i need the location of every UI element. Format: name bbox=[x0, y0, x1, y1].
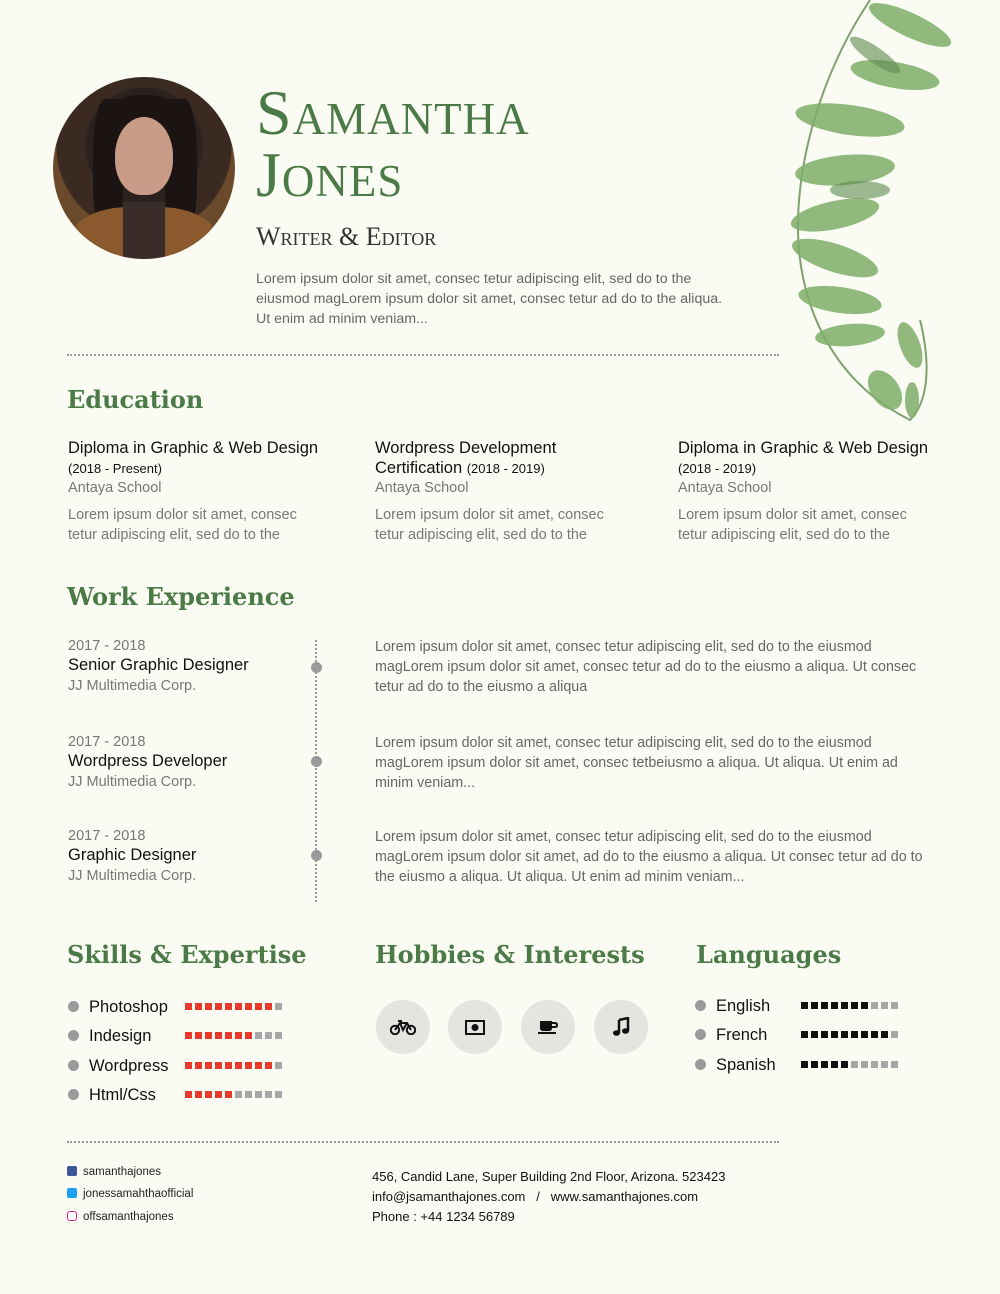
hobbies-title: Hobbies & Interests bbox=[375, 940, 645, 969]
level-square-empty bbox=[265, 1032, 272, 1039]
timeline-dot bbox=[311, 662, 322, 673]
separator: / bbox=[536, 1189, 540, 1204]
level-square-empty bbox=[275, 1032, 282, 1039]
skills-title: Skills & Expertise bbox=[67, 940, 307, 969]
job-years: 2017 - 2018 bbox=[68, 828, 146, 844]
bicycle-icon bbox=[376, 1000, 430, 1054]
skill-name: Indesign bbox=[89, 1027, 152, 1045]
skill-row bbox=[68, 1027, 308, 1047]
contact-info bbox=[372, 1167, 725, 1227]
phone: Phone : +44 1234 56789 bbox=[372, 1209, 515, 1224]
level-square-filled bbox=[245, 1062, 252, 1069]
job-item bbox=[68, 638, 308, 694]
language-name: French bbox=[716, 1026, 768, 1044]
skill-level-bar bbox=[185, 1091, 282, 1098]
full-name bbox=[256, 77, 530, 210]
level-square-filled bbox=[195, 1003, 202, 1010]
education-item bbox=[375, 438, 625, 545]
level-square-empty bbox=[881, 1002, 888, 1009]
language-name: Spanish bbox=[716, 1056, 776, 1074]
last-name: Jones bbox=[256, 139, 404, 210]
level-square-filled bbox=[225, 1062, 232, 1069]
level-square-filled bbox=[821, 1002, 828, 1009]
profile-photo bbox=[53, 77, 235, 259]
work-title: Work Experience bbox=[67, 582, 295, 611]
facebook-icon bbox=[67, 1166, 77, 1176]
email-link[interactable]: info@jsamanthajones.com bbox=[372, 1189, 526, 1204]
bullet-dot bbox=[68, 1030, 79, 1041]
job-company: JJ Multimedia Corp. bbox=[68, 678, 197, 694]
education-desc: Lorem ipsum dolor sit amet, consec tetur adipiscing elit, sed do to the bbox=[375, 507, 604, 543]
level-square-filled bbox=[235, 1003, 242, 1010]
education-desc: Lorem ipsum dolor sit amet, consec tetur adipiscing elit, sed do to the bbox=[68, 507, 297, 543]
bullet-dot bbox=[68, 1060, 79, 1071]
level-square-filled bbox=[195, 1062, 202, 1069]
level-square-filled bbox=[185, 1003, 192, 1010]
camera-icon bbox=[448, 1000, 502, 1054]
level-square-filled bbox=[851, 1031, 858, 1038]
job-desc: Lorem ipsum dolor sit amet, consec tetur adipiscing elit, sed do to the eiusmod magLorem ipsum dolor sit amet, consec tetur ad do to the eiusmo a aliqua. Ut consec tetur ad do to the eiusmo a aliqua bbox=[375, 639, 917, 695]
social-links bbox=[67, 1166, 193, 1233]
job-company: JJ Multimedia Corp. bbox=[68, 868, 197, 884]
level-square-empty bbox=[275, 1003, 282, 1010]
level-square-filled bbox=[225, 1091, 232, 1098]
language-level-bar bbox=[801, 1002, 898, 1009]
languages-title: Languages bbox=[696, 940, 842, 969]
level-square-filled bbox=[265, 1062, 272, 1069]
education-item bbox=[68, 438, 328, 545]
level-square-filled bbox=[245, 1032, 252, 1039]
level-square-filled bbox=[195, 1091, 202, 1098]
level-square-filled bbox=[861, 1031, 868, 1038]
level-square-filled bbox=[831, 1002, 838, 1009]
social-instagram[interactable]: offsamanthajones bbox=[67, 1211, 193, 1233]
level-square-filled bbox=[811, 1002, 818, 1009]
level-square-filled bbox=[225, 1032, 232, 1039]
bullet-dot bbox=[68, 1089, 79, 1100]
job-title: Graphic Designer bbox=[68, 846, 197, 864]
level-square-filled bbox=[185, 1062, 192, 1069]
level-square-empty bbox=[255, 1032, 262, 1039]
music-note-icon bbox=[594, 1000, 648, 1054]
job-title: Wordpress Developer bbox=[68, 752, 228, 770]
education-school: Antaya School bbox=[678, 480, 772, 496]
level-square-filled bbox=[185, 1032, 192, 1039]
job-company: JJ Multimedia Corp. bbox=[68, 774, 197, 790]
level-square-filled bbox=[215, 1091, 222, 1098]
level-square-filled bbox=[841, 1031, 848, 1038]
education-title: Education bbox=[67, 385, 204, 414]
level-square-filled bbox=[205, 1003, 212, 1010]
bullet-dot bbox=[695, 1029, 706, 1040]
coffee-cup-icon bbox=[521, 1000, 575, 1054]
level-square-empty bbox=[235, 1091, 242, 1098]
level-square-filled bbox=[215, 1062, 222, 1069]
level-square-empty bbox=[851, 1061, 858, 1068]
level-square-filled bbox=[245, 1003, 252, 1010]
job-item bbox=[68, 828, 308, 884]
skill-row bbox=[68, 998, 308, 1018]
address: 456, Candid Lane, Super Building 2nd Floor, Arizona. 523423 bbox=[372, 1169, 726, 1184]
timeline-dot bbox=[311, 756, 322, 767]
level-square-filled bbox=[801, 1061, 808, 1068]
level-square-filled bbox=[801, 1002, 808, 1009]
job-title: Senior Graphic Designer bbox=[68, 656, 249, 674]
education-degree: Wordpress Development Certification (2018 - 2019) bbox=[375, 439, 557, 477]
skill-level-bar bbox=[185, 1003, 282, 1010]
level-square-filled bbox=[215, 1032, 222, 1039]
skill-name: Wordpress bbox=[89, 1057, 169, 1075]
level-square-filled bbox=[881, 1031, 888, 1038]
level-square-filled bbox=[205, 1091, 212, 1098]
language-level-bar bbox=[801, 1061, 898, 1068]
twitter-icon bbox=[67, 1188, 77, 1198]
skill-name: Html/Css bbox=[89, 1086, 156, 1104]
level-square-filled bbox=[225, 1003, 232, 1010]
language-level-bar bbox=[801, 1031, 898, 1038]
bullet-dot bbox=[68, 1001, 79, 1012]
level-square-empty bbox=[891, 1002, 898, 1009]
bullet-dot bbox=[695, 1059, 706, 1070]
timeline-line bbox=[315, 640, 317, 902]
job-desc: Lorem ipsum dolor sit amet, consec tetur adipiscing elit, sed do to the eiusmod magLorem ipsum dolor sit amet, ad do to the eiusmo a aliqua. Ut consec tetur ad do to the eiusmo a aliqua. Ut aliqua. Ut enim ad minim veniam... bbox=[375, 829, 923, 885]
level-square-filled bbox=[205, 1032, 212, 1039]
language-row bbox=[695, 1026, 935, 1046]
level-square-filled bbox=[831, 1061, 838, 1068]
level-square-filled bbox=[255, 1062, 262, 1069]
skill-name: Photoshop bbox=[89, 998, 168, 1016]
language-row bbox=[695, 997, 935, 1017]
level-square-filled bbox=[235, 1032, 242, 1039]
divider-top bbox=[67, 354, 779, 356]
level-square-filled bbox=[235, 1062, 242, 1069]
timeline-dot bbox=[311, 850, 322, 861]
level-square-filled bbox=[821, 1061, 828, 1068]
level-square-empty bbox=[891, 1031, 898, 1038]
level-square-filled bbox=[831, 1031, 838, 1038]
education-school: Antaya School bbox=[68, 480, 162, 496]
skill-level-bar bbox=[185, 1032, 282, 1039]
level-square-filled bbox=[871, 1031, 878, 1038]
skill-row bbox=[68, 1086, 308, 1106]
level-square-filled bbox=[811, 1031, 818, 1038]
email-website-line bbox=[372, 1187, 725, 1207]
language-row bbox=[695, 1056, 935, 1076]
level-square-filled bbox=[861, 1002, 868, 1009]
level-square-filled bbox=[841, 1002, 848, 1009]
level-square-empty bbox=[265, 1091, 272, 1098]
education-desc: Lorem ipsum dolor sit amet, consec tetur adipiscing elit, sed do to the bbox=[678, 507, 907, 543]
job-desc: Lorem ipsum dolor sit amet, consec tetur adipiscing elit, sed do to the eiusmod magLorem ipsum dolor sit amet, consec tetbeiusmo a aliqua. Ut aliqua. Ut enim ad minim veniam... bbox=[375, 735, 898, 791]
level-square-empty bbox=[275, 1062, 282, 1069]
level-square-filled bbox=[821, 1031, 828, 1038]
level-square-filled bbox=[811, 1061, 818, 1068]
language-name: English bbox=[716, 997, 771, 1015]
intro-text: Lorem ipsum dolor sit amet, consec tetur adipiscing elit, sed do to the eiusmod magLorem ipsum dolor sit amet, consec tetur ad do to the aliqua. Ut enim ad minim veniam... bbox=[256, 271, 723, 327]
skill-row bbox=[68, 1057, 308, 1077]
social-facebook[interactable]: samanthajones bbox=[67, 1166, 193, 1188]
skill-level-bar bbox=[185, 1062, 282, 1069]
level-square-filled bbox=[195, 1032, 202, 1039]
job-years: 2017 - 2018 bbox=[68, 638, 146, 654]
instagram-icon bbox=[67, 1211, 77, 1221]
bullet-dot bbox=[695, 1000, 706, 1011]
education-item bbox=[678, 438, 938, 545]
level-square-empty bbox=[881, 1061, 888, 1068]
level-square-empty bbox=[255, 1091, 262, 1098]
level-square-empty bbox=[871, 1061, 878, 1068]
level-square-filled bbox=[215, 1003, 222, 1010]
education-degree: Diploma in Graphic & Web Design (2018 - Present) bbox=[68, 439, 319, 476]
level-square-filled bbox=[851, 1002, 858, 1009]
level-square-filled bbox=[205, 1062, 212, 1069]
level-square-empty bbox=[245, 1091, 252, 1098]
level-square-filled bbox=[801, 1031, 808, 1038]
divider-bottom bbox=[67, 1141, 779, 1143]
education-degree: Diploma in Graphic & Web Design (2018 - 2019) bbox=[678, 439, 929, 476]
level-square-empty bbox=[861, 1061, 868, 1068]
job-years: 2017 - 2018 bbox=[68, 734, 146, 750]
level-square-empty bbox=[275, 1091, 282, 1098]
leaf-branch-illustration bbox=[790, 0, 960, 425]
website-link[interactable]: www.samanthajones.com bbox=[550, 1189, 699, 1204]
job-role: Writer & Editor bbox=[256, 222, 437, 251]
level-square-filled bbox=[255, 1003, 262, 1010]
level-square-filled bbox=[841, 1061, 848, 1068]
level-square-empty bbox=[891, 1061, 898, 1068]
social-twitter[interactable]: jonessamahthaofficial bbox=[67, 1188, 193, 1211]
level-square-empty bbox=[871, 1002, 878, 1009]
education-school: Antaya School bbox=[375, 480, 469, 496]
first-name: Samantha bbox=[256, 77, 530, 148]
level-square-filled bbox=[185, 1091, 192, 1098]
job-item bbox=[68, 734, 308, 790]
level-square-filled bbox=[265, 1003, 272, 1010]
